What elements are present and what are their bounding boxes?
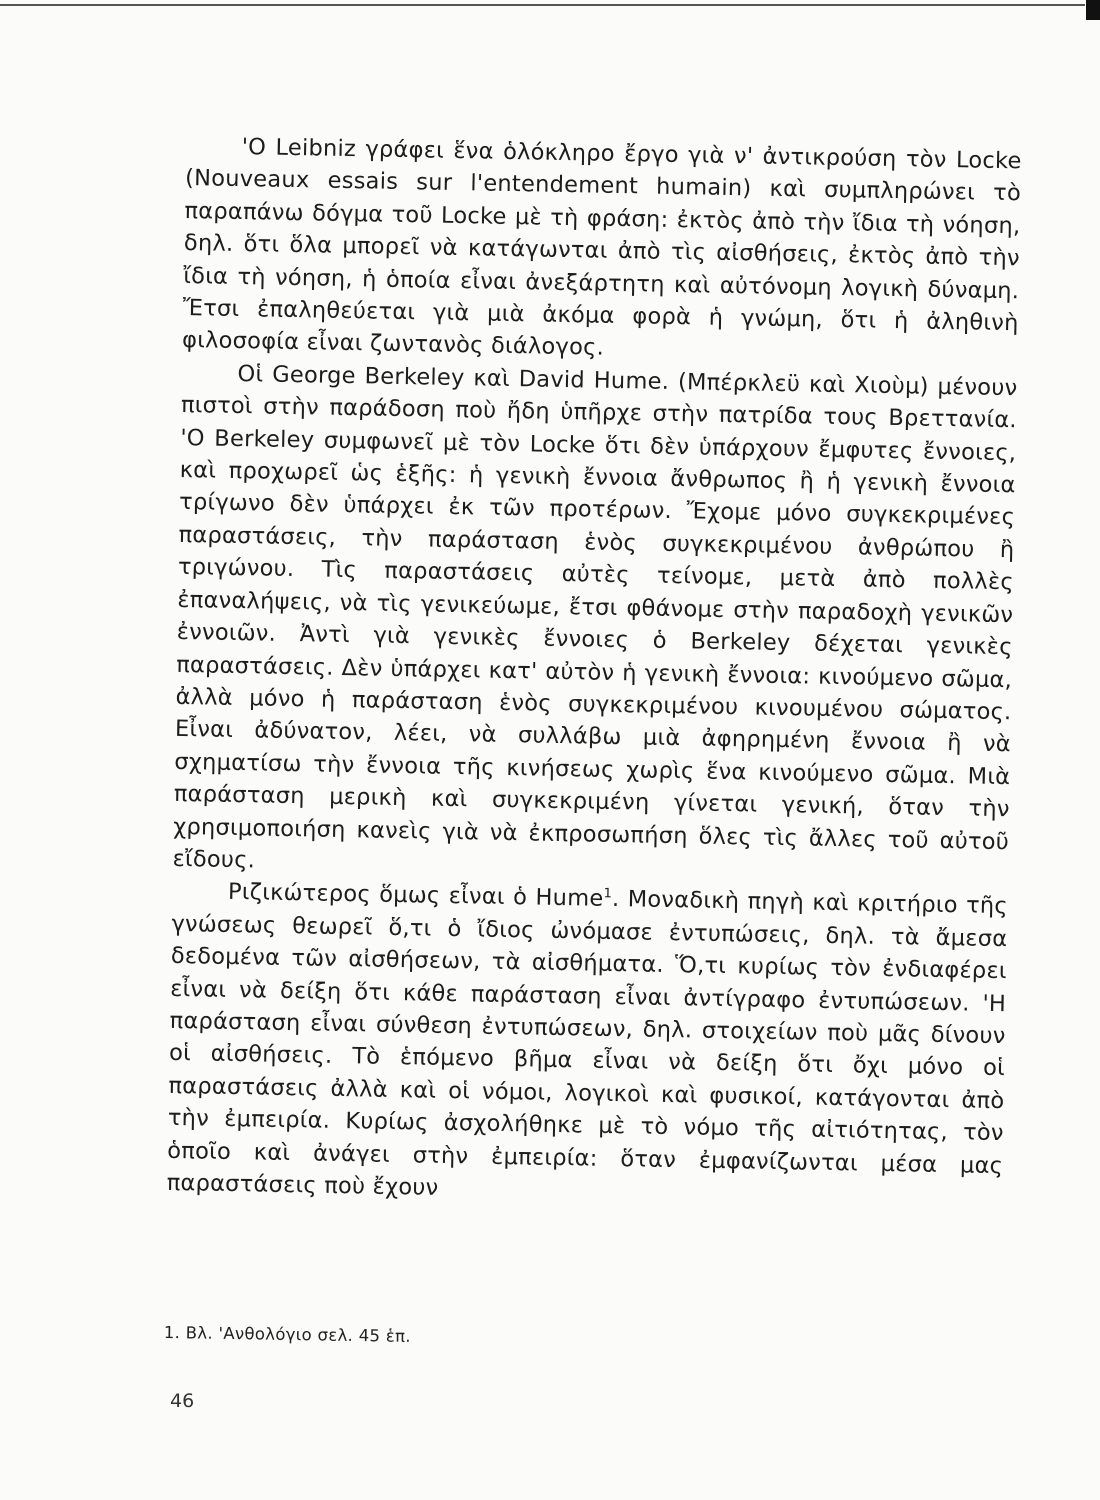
paragraph-leibniz: 'Ο Leibniz γράφει ἕνα ὁλόκληρο ἔργο γιὰ ν' ἀντικρούση τὸν Locke (Nouveaux essais sur l'entendement humain) καὶ συμπληρώνει τὸ παραπάνω δόγμα τοῦ Locke μὲ τὴ φράση: ἐκτὸς ἀπὸ τὴν ἴδια τὴ νόηση, δηλ. ὅτι ὅλα μπορεῖ νὰ κατάγωνται ἀπὸ τὶς αἰσθήσεις, ἐκτὸς ἀπὸ τὴν ἴδια τὴ νόηση, ἡ ὁποία εἶναι ἀνεξάρτητη καὶ αὐτόνομη λογικὴ δύναμη. Ἔτσι ἐπαληθεύεται γιὰ μιὰ ἀκόμα φορὰ ἡ γνώμη, ὅτι ἡ ἀληθινὴ φιλοσοφία εἶναι ζωντανὸς διάλογος. bbox=[181, 134, 1022, 362]
paragraph-berkeley: Οἱ George Berkeley καὶ David Hume. (Μπέρκλεϋ καὶ Χιοὺμ) μένουν πιστοὶ στὴν παράδοση ποὺ ἤδη ὑπῆρχε στὴν πατρίδα τους Βρεττανία. 'Ο Berkeley συμφωνεῖ μὲ τὸν Locke ὅτι δὲν ὑπάρχουν ἔμφυτες ἔννοιες, καὶ προχωρεῖ ὡς ἑξῆς: ἡ γενικὴ ἔννοια ἄνθρωπος ἢ ἡ γενικὴ ἔννοια τρίγωνο δὲν ὑπάρχει ἐκ τῶν προτέρων. Ἔχομε μόνο συγκεκριμένες παραστάσεις, τὴν παράσταση ἑνὸς συγκεκριμένου ἀνθρώπου ἢ τριγώνου. Τὶς παραστάσεις αὐτὲς τείνομε, μετὰ ἀπὸ πολλὲς ἐπαναλήψεις, νὰ τὶς γενικεύωμε, ἔτσι φθάνομε στὴν παραδοχὴ γενικῶν ἐννοιῶν. Ἀντὶ γιὰ γενικὲς ἔννοιες ὁ Berkeley δέχεται γενικὲς παραστάσεις. Δὲν ὑπάρχει κατ' αὐτὸν ἡ γενικὴ ἔννοια: κινούμενο σῶμα, ἀλλὰ μόνο ἡ παράσταση ἑνὸς συγκεκριμένου κινουμένου σώματος. Εἶναι ἀδύνατον, λέει, νὰ συλλάβω μιὰ ἀφηρημένη ἔννοια ἢ νὰ σχηματίσω τὴν ἔννοια τῆς κινήσεως χωρὶς ἕνα κινούμενο σῶμα. Μιὰ παράσταση μερικὴ καὶ συγκεκριμένη γίνεται γενική, ὅταν τὴν χρησιμοποιήση κανεὶς γιὰ νὰ ἐκπροσωπήση ὅλες τὶς ἄλλες τοῦ αὐτοῦ εἴδους. bbox=[172, 360, 1018, 874]
paragraph-hume-text-rest: . Μοναδικὴ πηγὴ καὶ κριτήριο τῆς γνώσεως θεωρεῖ ὅ,τι ὁ ἴδιος ὠνόμασε ἐντυπώσεις, δηλ. τὰ ἄμεσα δεδομένα τῶν αἰσθήσεων, τὰ αἰσθήματα. Ὅ,τι κυρίως τὸν ἐνδιαφέρει εἶναι νὰ δείξη ὅτι κάθε παράσταση εἶναι ἀντίγραφο ἐντυπώσεων. 'Η παράσταση εἶναι σύνθεση ἐντυπώσεων, δηλ. στοιχείων ποὺ μᾶς δίνουν οἱ αἰσθήσεις. Τὸ ἑπόμενο βῆμα εἶναι νὰ δείξη ὅτι ὄχι μόνο οἱ παραστάσεις ἀλλὰ καὶ οἱ νόμοι, λογικοὶ καὶ φυσικοί, κατάγονται ἀπὸ τὴν ἐμπειρία. Κυρίως ἀσχολήθηκε μὲ τὸ νόμο τῆς αἰτιότητας, τὸν ὁποῖο καὶ ἀνάγει στὴν ἐμπειρία: ὅταν ἐμφανίζωνται μέσα μας παραστάσεις ποὺ ἔχουν bbox=[166, 886, 1009, 1201]
footnote: 1. Βλ. 'Ανθολόγιο σελ. 45 ἑπ. bbox=[163, 1323, 411, 1346]
page-number: 46 bbox=[170, 1390, 195, 1412]
paragraph-hume-text-start: Ριζικώτερος ὅμως εἶναι ὁ Hume bbox=[227, 879, 604, 913]
paragraph-hume bbox=[166, 875, 1008, 1214]
body-text bbox=[166, 130, 1021, 1215]
scan-edge-line bbox=[0, 4, 1085, 6]
footnote-reference: 1 bbox=[603, 886, 613, 902]
scan-corner-shadow bbox=[1086, 0, 1100, 20]
